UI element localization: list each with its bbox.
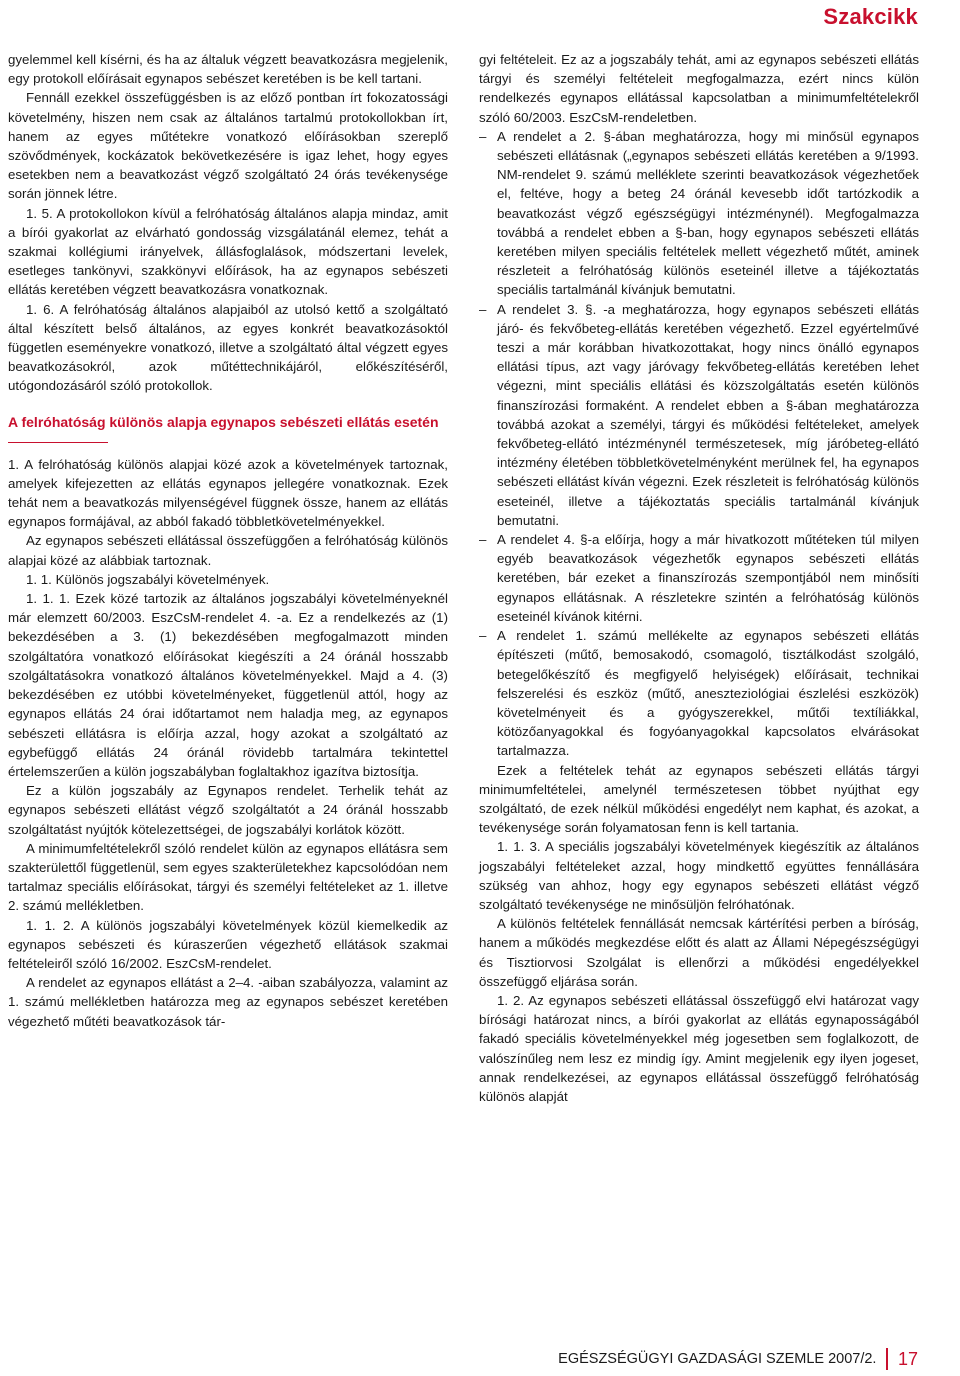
paragraph: Az egynapos sebészeti ellátással összefüggően a felróhatóság különös alapjai közé az alábbiak tartoznak. [8, 533, 448, 568]
paragraph: Ez a külön jogszabály az Egynapos rendelet. Terhelik tehát az egynapos sebészeti ellátást végző szolgáltatót a 24 óránál hosszabb szolgáltatást nyújtók kötelezettségei, de jogszabályi korlátok között. [8, 783, 448, 837]
paragraph: 1. 2. Az egynapos sebészeti ellátással összefüggő elvi határozat vagy bírósági határozat nincs, a bírói gyakorlat az ellátás egynaposságából fakadó speciális követelményekkel még jogesetben sem foglalkozott, de valószínűleg nem lesz ez mindig így. Amint megjelenik egy ilyen jogeset, annak rendelkezései, az egynapos ellátással összefüggő felróhatóság különös alapját [479, 992, 919, 1104]
paragraph: Ezek a feltételek tehát az egynapos sebészeti ellátás tárgyi minimumfeltételei, amelynél természetesen többet nyújthat egy szolgáltató, de ezek nélkül működési engedélyt nem kaphat, és azokat, a tevékenysége során folyamatosan fenn is kell tartania. [479, 762, 919, 836]
left-column [8, 50, 448, 1031]
paragraph: 1. 1. Különös jogszabályi követelmények. [26, 571, 270, 587]
page-number: 17 [897, 1348, 918, 1369]
paragraph: 1. 1. 1. Ezek közé tartozik az általános jogszabályi követelményeknél már elemzett 60/2003. EszCsM-rendelet 4. -a. Ez a rendelkezés az (1) bekezdésében a 3. (1) bekezdésében megfogalmazott minden szolgáltatóra vonatkozó előírásokat kiegészíti a 24 óránál hosszabb szolgáltatásokra vonatkozó általános követelményekkel. Majd a 4. (3) bekezdésében ez utóbbi követelményeket, függetlenül attól, hogy az egynapos ellátás 24 órai időtartamot nem haladja meg, az egynapos sebészeti ellátásra is előírja azzal, hogy azokat a szolgáltató az egybefüggő ellátás 24 óránál rövidebb tartalmára tekintettel értelemszerűen a külön jogszabályban foglaltakhoz igazítva biztosítja. [8, 591, 448, 779]
right-column [479, 50, 919, 1106]
paragraph: 1. 1. 2. A különös jogszabályi követelmények közül kiemelkedik az egynapos sebészeti és kúraszerűen végezhető ellátások szakmai feltételeiről szóló 16/2002. EszCsM-rendelet. [8, 917, 448, 971]
paragraph: 1. 6. A felróhatóság általános alapjaiból az utolsó kettő a szolgáltató által készített belső általános, az egyes konkrét beavatkozásoktól független eseményekre vonatkozó, illetve a szolgáltató által végzett egyes beavatkozásokról, azok műtéttechnikájáról, előkészítéséről, utógondozásáról szóló protokollok. [8, 301, 448, 394]
journal-title: EGÉSZSÉGÜGYI GAZDASÁGI SZEMLE 2007/2. [558, 1351, 877, 1367]
paragraph: Fennáll ezekkel összefüggésben is az előző pontban írt fokozatossági követelmény, hiszen nem csak az általános tartalmú protokollokban írt, hanem az egyes műtétekre vonatkozó előírásokban szereplő szövődmények, kockázatok bekövetkezésére is igaz lehet, hogy egyes esetekben nem a beavatkozást végző szolgáltató 24 órás tevékenysége során jönnek létre. [8, 90, 448, 202]
dash-list-item: – A rendelet 1. számú mellékelte az egynapos sebészeti ellátás építészeti (műtő, bemosakodó, csomagoló, tisztálkodást szolgáló, betegelőkészítő és megfigyelő helyiségek) előírásait, technikai felszerelési és eszköz (műtő, aneszteziológiai észlelési eszközök) követelményeit és a gyógyszerekkel, műtői textíliákkal, kötözőanyagokkal és fogyóanyagokkal kapcsolatos elvárásokat tartalmazza. [479, 626, 919, 760]
page-footer [558, 1348, 918, 1370]
dash-list-item: – A rendelet 3. §. -a meghatározza, hogy egynapos sebészeti ellátás járó- és fekvőbeteg-ellátás keretében végezhető. Ezzel egyértelművé teszi a már korábban hivatkozottakat, hogy nincs önálló egynapos ellátási típus, azt vagy járóvagy fekvőbeteg-ellátás keretében lehet végezni, mint speciális ellátási és közszolgáltatás esetén különös finanszírozási formaként. A rendelet ebben a §-ában meghatározza továbbá azokat a személyi, tárgyi és működési feltételeket, amelyek fekvőbeteg-ellátó intézménynél természetesek, míg járóbeteg-ellátó intézmény életében többletkövetelményként merülnek fel, ha egynapos sebészeti ellátást kíván végezni. Ezek részleteit is felróhatóság különös eseteinél, illetve a tájékoztatás speciális tartalmánál kívánjuk bemutatni. [479, 300, 919, 530]
paragraph: 1. 5. A protokollokon kívül a felróhatóság általános alapja mindaz, amit a bírói gyakorlat az elvárható gondosság vizsgálatánál elemez, tehát a szakmai kollégiumi irányelvek, állásfoglalások, módszertani levelek, esetleges tankönyvi, szakkönyvi előírások, ha az egynapos sebészeti ellátás keretében végzett beavatkozásra vonatkoznak. [8, 205, 448, 298]
dash-list-item: – A rendelet a 2. §-ában meghatározza, hogy mi minősül egynapos sebészeti ellátásnak („egynapos sebészeti ellátás keretében a 9/1993. NM-rendelet 9. számú melléklete szerinti beavatkozások végezhetőek el, feltéve, hogy a beteg 24 óránál kevesebb időt tartózkodik a beavatkozást végző egészségügyi intézménynél). Megfogalmazza továbbá a rendelet ebben a §-ban, hogy egynapos sebészeti ellátás keretében milyen speciális feltételek mellett végezhető műtét, aminek részleteit a felróhatóság különös eseteinél illetve a tájékoztatás speciális tartalmánál kívánjuk bemutatni. [479, 127, 919, 300]
paragraph: gyi feltételeit. Ez az a jogszabály tehát, ami az egynapos sebészeti ellátás tárgyi és személyi feltételeit megfogalmazza, ezért nincs külön rendelkezés egynapos ellátással kapcsolatban a minimumfeltételekről szóló 60/2003. EszCsM-rendeletben. [479, 52, 919, 125]
paragraph: 1. A felróhatóság különös alapjai közé azok a követelmények tartoznak, amelyek kifejezetten az ellátás egynapos jellegére vonatkoznak. Ezek tehát nem a beavatkozás milyenségével függnek össze, hanem az ellátás egynapos formájával, az abból fakadó többletkövetelményekkel. [8, 456, 448, 530]
paragraph: gyelemmel kell kísérni, és ha az általuk végzett beavatkozásra megjelenik, egy protokoll előírásait egynapos sebészet keretében is be kell tartani. [8, 52, 448, 87]
section-label: Szakcikk [823, 4, 918, 29]
dash-list-item: – A rendelet 4. §-a előírja, hogy a már hivatkozott műtéteken túl milyen egyéb beavatkozások végezhetők egynapos sebészeti ellátás keretében, bár ezeket a finanszírozás szempontjából nem minősíti egynapos ellátásnak. A részletekre szintén a felróhatóság különös eseteinél kívánok kitérni. [479, 530, 919, 626]
paragraph: A rendelet az egynapos ellátást a 2–4. -aiban szabályozza, valamint az 1. számú mellékletben határozza meg az egynapos sebészet keretében végezhető műtéti beavatkozások tár- [8, 975, 448, 1029]
paragraph: A minimumfeltételekről szóló rendelet külön az egynapos ellátásra sem szakterülettől függetlenül, sem egyes szakterületekhez kapcsolódóan nem tartalmaz speciális előírásokat, tárgyi és személyi feltételeket az 1. illetve 2. számú mellékletben. [8, 840, 448, 914]
heading-rule [8, 442, 108, 443]
paragraph: A különös feltételek fennállását nemcsak kártérítési perben a bíróság, hanem a működés megkezdése előtt és alatt az Állami Népegészségügyi és Tisztiorvosi Szolgálat is ellenőrzi a működési engedélyekkel összefüggő eljárása során. [479, 916, 919, 989]
section-heading: A felróhatóság különös alapja egynapos sebészeti ellátás esetén [8, 413, 439, 430]
footer-divider [886, 1348, 888, 1370]
paragraph: 1. 1. 3. A speciális jogszabályi követelmények kiegészítik az általános jogszabályi feltételeket azzal, hogy mindkettő együttes fennállására szükség van ahhoz, hogy egy egynapos sebészeti ellátást végző szolgáltató tevékenysége ne minősüljön felróhatónak. [479, 839, 919, 912]
